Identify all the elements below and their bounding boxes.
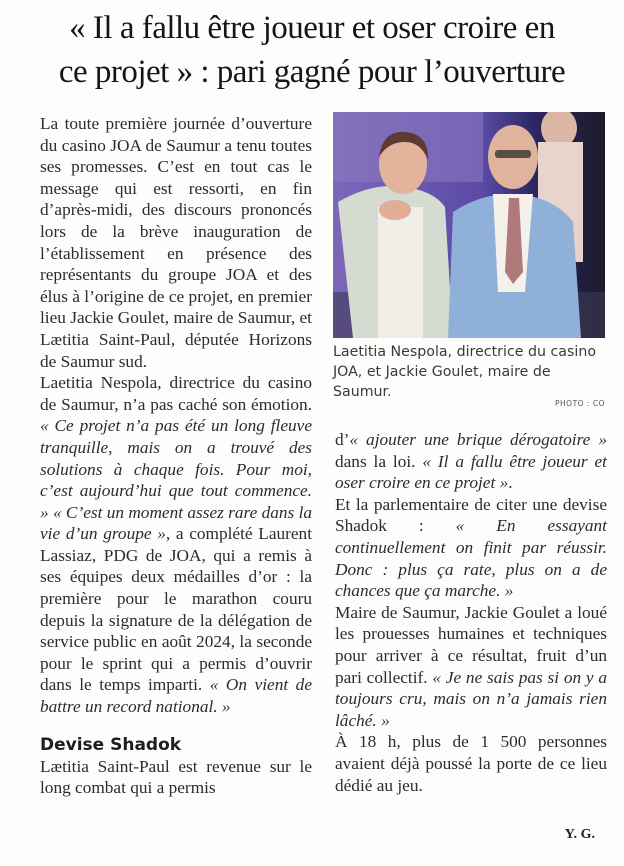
author-signature: Y. G. bbox=[564, 827, 595, 842]
quote-goulet: « Je ne sais pas si on y a toujours cru, mais on n’a jamais rien lâché. » bbox=[335, 667, 607, 730]
paragraph-attendance: À 18 h, plus de 1 500 personnes avaient déjà poussé la porte de ce lieu dédié au jeu. bbox=[335, 732, 607, 795]
man-glasses bbox=[495, 150, 531, 158]
photo-credit: PHOTO : CO bbox=[555, 399, 605, 408]
paragraph-text: d’ bbox=[335, 430, 350, 449]
quote-joueur: « Il a fallu être joueur et oser croire en ce projet » bbox=[335, 451, 607, 493]
paragraph-text: Laetitia Nespola, directrice du casino de Saumur, n’a pas caché son émotion. bbox=[40, 373, 312, 414]
article-photo bbox=[333, 112, 605, 338]
photo-caption: Laetitia Nespola, directrice du casino JOA, et Jackie Goulet, maire de Saumur. bbox=[333, 344, 596, 400]
paragraph-goulet bbox=[335, 602, 607, 732]
paragraph-brique bbox=[335, 429, 607, 494]
quote-record: « On vient de battre un record national. » bbox=[40, 675, 312, 717]
right-column bbox=[335, 429, 607, 796]
quote-brique: « ajouter une brique dérogatoire » bbox=[349, 430, 607, 449]
paragraph-shadok bbox=[335, 494, 607, 602]
headline bbox=[0, 6, 624, 94]
paragraph-text: , a complété Laurent Lassiaz, PDG de JOA, qui a remis à ses équipes deux médailles d’or : la première pour le marathon couru depuis la signature de la délégation de service public en août 2024, la seconde pour le sprint qui a permis d’ouvrir dans le temps imparti. bbox=[40, 524, 312, 695]
paragraph-text: Et la parlementaire de citer une devise Shadok : bbox=[335, 494, 607, 536]
headline-line-2: ce projet » : pari gagné pour l’ouverture bbox=[58, 54, 566, 90]
paragraph-text: . bbox=[508, 473, 513, 493]
paragraph-text: Maire de Saumur, Jackie Goulet a loué les prouesses humaines et techniques pour arriver à ce résultat, fruit d’un pari collectif. bbox=[335, 602, 607, 687]
woman-shirt bbox=[378, 207, 423, 338]
quote-shadok: « En essayant continuellement on finit par réussir. Donc : plus ça rate, plus on a de chances que ça marche. » bbox=[335, 516, 607, 601]
quote-nespola: « Ce projet n’a pas été un long fleuve tranquille, mais on a trouvé des solutions à chaque fois. Pour moi, c’est aujourd’hui que tout commence. » « C’est un moment assez rare dans la vie d’un groupe » bbox=[40, 416, 313, 544]
subheading: Devise Shadok bbox=[40, 734, 182, 755]
headline-line-1: « Il a fallu être joueur et oser croire en bbox=[69, 10, 555, 46]
paragraph-nespola bbox=[40, 372, 312, 718]
woman-hand bbox=[379, 200, 411, 220]
paragraph-intro: La toute première journée d’ouverture du casino JOA de Saumur a tenu toutes ses promesses. C’est en tout cas le message qui est ressorti, en fin d’après-midi, des discours prononcés lors de la brève inauguration de l’établissement en présence des représentants du groupe JOA et des élus à l’origine de ce projet, en premier lieu Jackie Goulet, maire de Saumur, et Lætitia Saint-Paul, députée Horizons de Saumur sud. bbox=[40, 114, 312, 371]
left-column bbox=[40, 113, 312, 799]
paragraph-saint-paul: Lætitia Saint-Paul est revenue sur le long combat qui a permis bbox=[40, 756, 312, 798]
paragraph-text: dans la loi. bbox=[335, 451, 423, 471]
photo-illustration bbox=[333, 112, 605, 338]
